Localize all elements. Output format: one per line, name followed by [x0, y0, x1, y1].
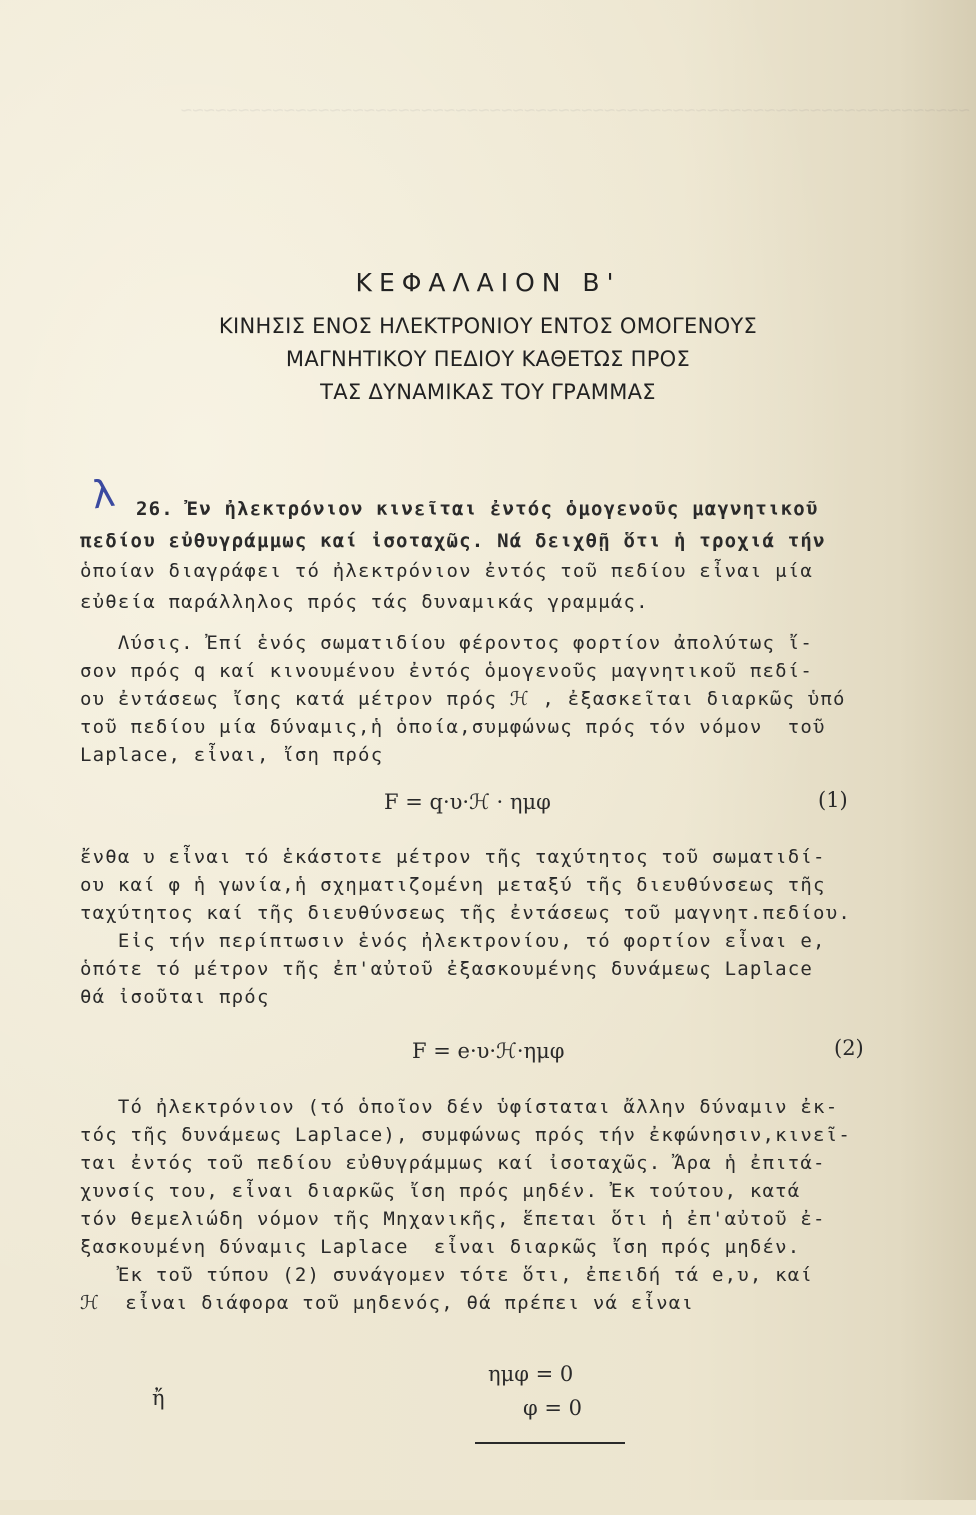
solution-line: ἔνθα υ εἶναι τό ἑκάστοτε μέτρον τῆς ταχύτητος τοῦ σωματιδί- [80, 846, 826, 868]
solution-line: Τό ἠλεκτρόνιον (τό ὁποῖον δέν ὑφίσταται ἄλλην δύναμιν ἐκ- [80, 1096, 839, 1118]
problem-line: εὐθεία παράλληλος πρός τάς δυναμικάς γραμμάς. [80, 591, 649, 613]
problem-line: πεδίου εὐθυγράμμως καί ἰσοταχῶς. Νά δειχθῇ ὅτι ἡ τροχιά τήν [80, 530, 826, 552]
solution-line: χυνσίς του, εἶναι διαρκῶς ἴση πρός μηδέν. Ἐκ τούτου, κατά [80, 1180, 801, 1202]
solution-line: ξασκουμένη δύναμις Laplace εἶναι διαρκῶς ἴση πρός μηδέν. [80, 1236, 801, 1258]
solution-line: ὁπότε τό μέτρον τῆς ἐπ'αὐτοῦ ἐξασκουμένης δυνάμεως Laplace [80, 958, 814, 980]
bleed-through-texture: ~~~~~~~~~~~~~~~~~~~~~~~~~~~~~~~~~~~~~~~~~~~~~~~~~~~~~~~~~~~~~~~~~~~~~ [180, 99, 970, 121]
solution-line: τόν θεμελιώδη νόμον τῆς Μηχανικῆς, ἕπεται ὅτι ἡ ἐπ'αὐτοῦ ἐ- [80, 1208, 826, 1230]
solution-line: ται ἐντός τοῦ πεδίου εὐθυγράμμως καί ἰσοταχῶς. Ἄρα ἡ ἐπιτά- [80, 1152, 826, 1174]
solution-line: τός τῆς δυνάμεως Laplace), συμφώνως πρός τήν ἐκφώνησιν,κινεῖ- [80, 1124, 851, 1146]
problem-line: ὁποίαν διαγράφει τό ἠλεκτρόνιον ἐντός τοῦ πεδίου εἶναι μία [80, 560, 814, 582]
equation-1: F = q·υ·ℋ · ημφ [384, 790, 551, 814]
final-underline [475, 1442, 625, 1444]
equation-4: φ = 0 [523, 1396, 583, 1420]
chapter-subtitle-line-2: ΜΑΓΝΗΤΙΚΟΥ ΠΕΔΙΟΥ ΚΑΘΕΤΩΣ ΠΡΟΣ [285, 347, 691, 371]
chapter-subtitle-line-3: ΤΑΣ ΔΥΝΑΜΙΚΑΣ ΤΟΥ ΓΡΑΜΜΑΣ [320, 380, 656, 404]
solution-line: Εἰς τήν περίπτωσιν ἑνός ἠλεκτρονίου, τό φορτίον εἶναι e, [80, 930, 826, 952]
solution-line: Λύσις. Ἐπί ἑνός σωματιδίου φέροντος φορτίον ἀπολύτως ἴ- [80, 632, 814, 654]
solution-line: Ἐκ τοῦ τύπου (2) συνάγομεν τότε ὅτι, ἐπειδή τά e,υ, καί [80, 1264, 814, 1286]
or-word: ἤ [152, 1386, 165, 1410]
equation-3: ημφ = 0 [488, 1362, 574, 1386]
solution-line: Laplace, εἶναι, ἴση πρός [80, 744, 384, 766]
solution-line: θά ἰσοῦται πρός [80, 986, 270, 1008]
chapter-subtitle-line-1: ΚΙΝΗΣΙΣ ΕΝΟΣ ΗΛΕΚΤΡΟΝΙΟΥ ΕΝΤΟΣ ΟΜΟΓΕΝΟΥΣ [218, 314, 758, 338]
solution-line: ℋ εἶναι διάφορα τοῦ μηδενός, θά πρέπει νά εἶναι [80, 1292, 695, 1314]
solution-line: ου καί φ ἡ γωνία,ἡ σχηματιζομένη μεταξύ τῆς διευθύνσεως τῆς [80, 874, 826, 896]
solution-line: ου ἐντάσεως ἴσης κατά μέτρον πρός ℋ , ἐξασκεῖται διαρκῶς ὑπό [80, 688, 846, 710]
solution-line: σον πρός q καί κινουμένου ἐντός ὁμογενοῦς μαγνητικοῦ πεδί- [80, 660, 814, 682]
pencil-margin-mark: λ [89, 470, 118, 518]
solution-line: τοῦ πεδίου μία δύναμις,ἡ ὁποία,συμφώνως πρός τόν νόμον τοῦ [80, 716, 826, 738]
solution-line: ταχύτητος καί τῆς διευθύνσεως τῆς ἐντάσεως τοῦ μαγνητ.πεδίου. [80, 902, 851, 924]
problem-line: 26. Ἐν ἠλεκτρόνιον κινεῖται ἐντός ὁμογενοῦς μαγνητικοῦ [136, 498, 819, 520]
equation-1-number: (1) [818, 788, 848, 812]
chapter-heading: ΚΕΦΑΛΑΙΟΝ Β' [355, 268, 621, 297]
equation-2-number: (2) [834, 1036, 864, 1060]
equation-2: F = e·υ·ℋ·ημφ [412, 1039, 565, 1063]
